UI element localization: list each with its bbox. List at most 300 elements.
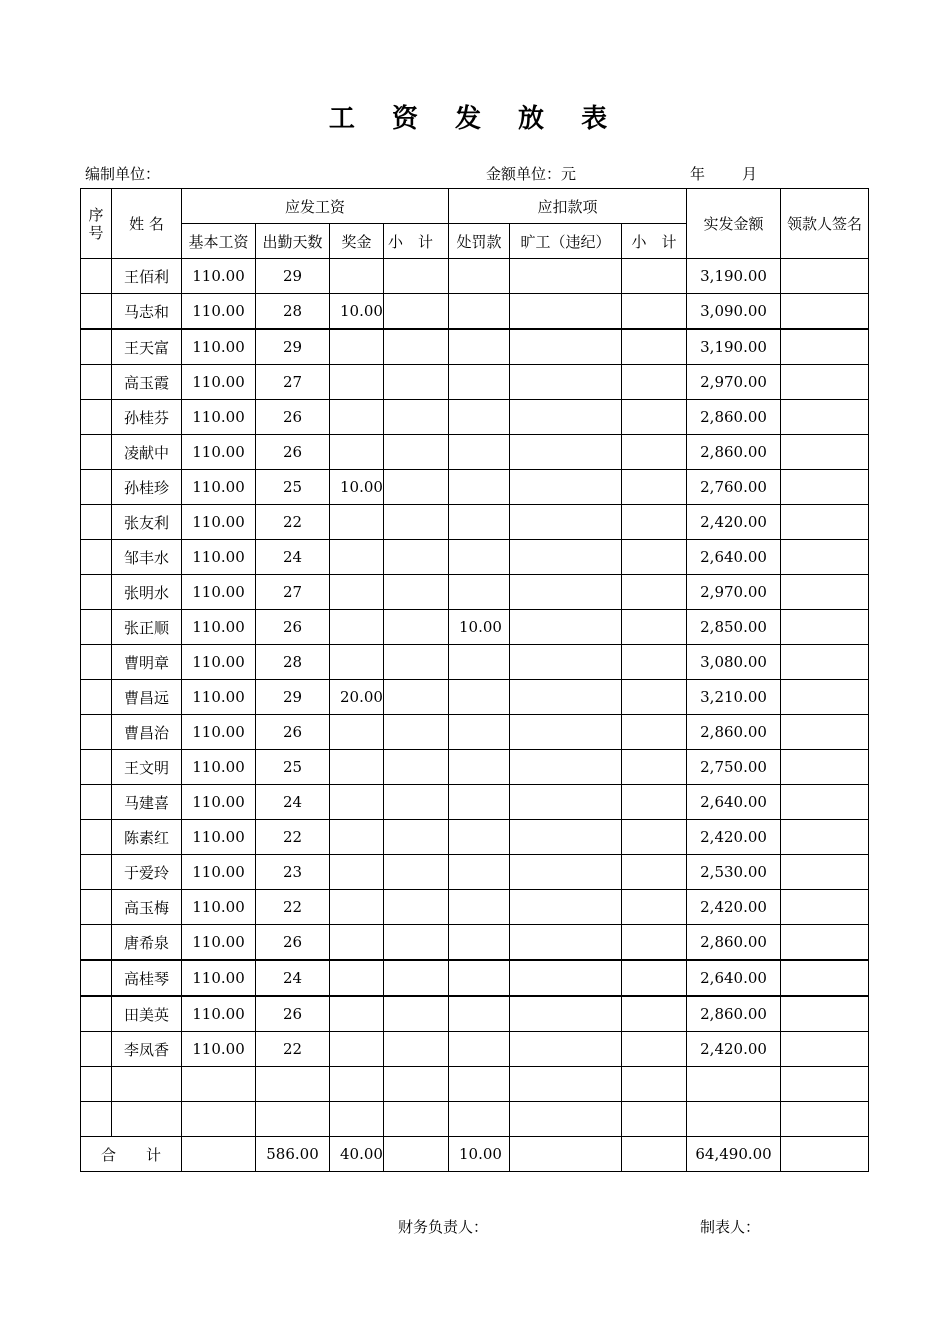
payable-subtotal-cell <box>384 294 449 330</box>
attendance-days-cell: 25 <box>256 750 330 785</box>
deduction-subtotal-cell <box>622 715 687 750</box>
penalty-cell <box>449 365 510 400</box>
penalty-cell <box>449 470 510 505</box>
bonus-cell <box>330 996 384 1032</box>
net-pay-cell: 2,530.00 <box>687 855 781 890</box>
payable-subtotal-cell <box>384 575 449 610</box>
net-pay-cell: 2,970.00 <box>687 575 781 610</box>
payable-subtotal-cell <box>384 890 449 925</box>
name-cell: 高桂琴 <box>112 960 182 996</box>
penalty-cell <box>449 925 510 961</box>
seq-cell <box>81 610 112 645</box>
signature-cell <box>781 785 869 820</box>
seq-cell <box>81 1032 112 1067</box>
totals-bonus-cell: 40.00 <box>330 1137 384 1172</box>
header-deductions: 应扣款项 <box>449 189 687 224</box>
payable-subtotal-cell <box>384 610 449 645</box>
net-pay-cell: 2,640.00 <box>687 540 781 575</box>
net-pay-cell: 2,420.00 <box>687 1032 781 1067</box>
table-row <box>81 329 869 365</box>
absence-cell <box>510 329 622 365</box>
absence-cell <box>510 540 622 575</box>
totals-absence-cell <box>510 1137 622 1172</box>
net-pay-cell: 2,640.00 <box>687 785 781 820</box>
header-bonus: 奖金 <box>330 224 384 259</box>
net-pay-cell: 3,080.00 <box>687 645 781 680</box>
penalty-cell <box>449 960 510 996</box>
net-pay-cell: 2,860.00 <box>687 400 781 435</box>
net-pay-cell: 2,850.00 <box>687 610 781 645</box>
totals-row <box>81 1137 869 1172</box>
base-salary-cell: 110.00 <box>182 365 256 400</box>
deduction-subtotal-cell <box>622 400 687 435</box>
amount-unit-label: 金额单位：元 <box>486 165 577 183</box>
signature-cell <box>781 259 869 294</box>
seq-cell <box>81 960 112 996</box>
penalty-cell <box>449 680 510 715</box>
name-cell: 王佰利 <box>112 259 182 294</box>
name-cell: 孙桂珍 <box>112 470 182 505</box>
base-salary-cell: 110.00 <box>182 890 256 925</box>
seq-cell <box>81 575 112 610</box>
table-row <box>81 645 869 680</box>
penalty-cell <box>449 645 510 680</box>
seq-cell <box>81 890 112 925</box>
signature-cell <box>781 435 869 470</box>
totals-days-cell: 586.00 <box>256 1137 330 1172</box>
bonus-cell <box>330 435 384 470</box>
absence-cell <box>510 820 622 855</box>
net-pay-cell: 2,420.00 <box>687 820 781 855</box>
table-row <box>81 365 869 400</box>
name-cell: 张友利 <box>112 505 182 540</box>
absence-cell <box>510 855 622 890</box>
totals-signature-cell <box>781 1137 869 1172</box>
attendance-days-cell: 28 <box>256 645 330 680</box>
signature-cell <box>781 960 869 996</box>
seq-cell <box>81 470 112 505</box>
table-row <box>81 575 869 610</box>
bonus-cell <box>330 960 384 996</box>
attendance-days-cell: 29 <box>256 259 330 294</box>
header-days: 出勤天数 <box>256 224 330 259</box>
attendance-days-cell: 23 <box>256 855 330 890</box>
attendance-days-cell: 22 <box>256 1032 330 1067</box>
penalty-cell <box>449 1032 510 1067</box>
seq-cell <box>81 855 112 890</box>
name-cell: 张明水 <box>112 575 182 610</box>
attendance-days-cell: 26 <box>256 610 330 645</box>
seq-cell <box>81 540 112 575</box>
base-salary-cell: 110.00 <box>182 820 256 855</box>
absence-cell <box>510 435 622 470</box>
payable-subtotal-cell <box>384 365 449 400</box>
deduction-subtotal-cell <box>622 925 687 961</box>
bonus-cell: 20.00 <box>330 680 384 715</box>
payable-subtotal-cell <box>384 785 449 820</box>
name-cell: 于爱玲 <box>112 855 182 890</box>
empty-cell <box>510 1102 622 1137</box>
penalty-cell <box>449 435 510 470</box>
deduction-subtotal-cell <box>622 960 687 996</box>
blank-row <box>81 1102 869 1137</box>
name-cell: 马志和 <box>112 294 182 330</box>
signature-cell <box>781 925 869 961</box>
payable-subtotal-cell <box>384 329 449 365</box>
table-row <box>81 680 869 715</box>
attendance-days-cell: 28 <box>256 294 330 330</box>
penalty-cell <box>449 400 510 435</box>
attendance-days-cell: 26 <box>256 996 330 1032</box>
base-salary-cell: 110.00 <box>182 540 256 575</box>
deduction-subtotal-cell <box>622 645 687 680</box>
table-row <box>81 400 869 435</box>
bonus-cell <box>330 785 384 820</box>
net-pay-cell: 2,860.00 <box>687 435 781 470</box>
empty-cell <box>182 1102 256 1137</box>
header-payable: 应发工资 <box>182 189 449 224</box>
base-salary-cell: 110.00 <box>182 610 256 645</box>
empty-cell <box>510 1067 622 1102</box>
bonus-cell <box>330 259 384 294</box>
table-row <box>81 785 869 820</box>
absence-cell <box>510 259 622 294</box>
name-cell: 张正顺 <box>112 610 182 645</box>
attendance-days-cell: 24 <box>256 785 330 820</box>
year-label: 年 <box>690 165 706 183</box>
deduction-subtotal-cell <box>622 610 687 645</box>
net-pay-cell: 3,190.00 <box>687 259 781 294</box>
empty-cell <box>182 1067 256 1102</box>
base-salary-cell: 110.00 <box>182 435 256 470</box>
absence-cell <box>510 505 622 540</box>
deduction-subtotal-cell <box>622 680 687 715</box>
seq-cell <box>81 294 112 330</box>
absence-cell <box>510 575 622 610</box>
table-row <box>81 259 869 294</box>
deduction-subtotal-cell <box>622 750 687 785</box>
name-cell: 高玉霞 <box>112 365 182 400</box>
signature-cell <box>781 645 869 680</box>
totals-deduction-subtotal-cell <box>622 1137 687 1172</box>
net-pay-cell: 2,970.00 <box>687 365 781 400</box>
bonus-cell <box>330 715 384 750</box>
deduction-subtotal-cell <box>622 470 687 505</box>
signature-cell <box>781 505 869 540</box>
signature-cell <box>781 1032 869 1067</box>
signature-cell <box>781 610 869 645</box>
base-salary-cell: 110.00 <box>182 715 256 750</box>
empty-cell <box>384 1102 449 1137</box>
signature-cell <box>781 890 869 925</box>
signature-cell <box>781 680 869 715</box>
payable-subtotal-cell <box>384 1032 449 1067</box>
net-pay-cell: 3,190.00 <box>687 329 781 365</box>
base-salary-cell: 110.00 <box>182 505 256 540</box>
header-penalty: 处罚款 <box>449 224 510 259</box>
payable-subtotal-cell <box>384 960 449 996</box>
totals-net-cell: 64,490.00 <box>687 1137 781 1172</box>
seq-cell <box>81 820 112 855</box>
absence-cell <box>510 750 622 785</box>
payable-subtotal-cell <box>384 855 449 890</box>
signature-cell <box>781 750 869 785</box>
table-row <box>81 960 869 996</box>
net-pay-cell: 3,210.00 <box>687 680 781 715</box>
finance-signature-label: 财务负责人： <box>398 1218 489 1236</box>
penalty-cell <box>449 785 510 820</box>
seq-cell <box>81 715 112 750</box>
table-row <box>81 294 869 330</box>
absence-cell <box>510 400 622 435</box>
base-salary-cell: 110.00 <box>182 575 256 610</box>
empty-cell <box>781 1102 869 1137</box>
deduction-subtotal-cell <box>622 996 687 1032</box>
name-cell: 曹明章 <box>112 645 182 680</box>
signature-cell <box>781 294 869 330</box>
empty-cell <box>256 1067 330 1102</box>
signature-cell <box>781 400 869 435</box>
attendance-days-cell: 26 <box>256 715 330 750</box>
payable-subtotal-cell <box>384 505 449 540</box>
bonus-cell <box>330 505 384 540</box>
empty-cell <box>112 1102 182 1137</box>
deduction-subtotal-cell <box>622 855 687 890</box>
base-salary-cell: 110.00 <box>182 925 256 961</box>
empty-cell <box>622 1102 687 1137</box>
deduction-subtotal-cell <box>622 329 687 365</box>
base-salary-cell: 110.00 <box>182 960 256 996</box>
preparer-signature-label: 制表人： <box>700 1218 761 1236</box>
signature-cell <box>781 365 869 400</box>
table-row <box>81 750 869 785</box>
name-cell: 王天富 <box>112 329 182 365</box>
table-row <box>81 925 869 961</box>
penalty-cell <box>449 715 510 750</box>
seq-cell <box>81 925 112 961</box>
empty-cell <box>81 1102 112 1137</box>
month-label: 月 <box>742 165 758 183</box>
base-salary-cell: 110.00 <box>182 294 256 330</box>
seq-cell <box>81 400 112 435</box>
base-salary-cell: 110.00 <box>182 996 256 1032</box>
penalty-cell: 10.00 <box>449 610 510 645</box>
deduction-subtotal-cell <box>622 820 687 855</box>
bonus-cell <box>330 610 384 645</box>
penalty-cell <box>449 820 510 855</box>
deduction-subtotal-cell <box>622 575 687 610</box>
signature-cell <box>781 540 869 575</box>
signature-cell <box>781 820 869 855</box>
empty-cell <box>112 1067 182 1102</box>
payable-subtotal-cell <box>384 400 449 435</box>
base-salary-cell: 110.00 <box>182 259 256 294</box>
totals-payable-subtotal-cell <box>384 1137 449 1172</box>
name-cell: 陈素红 <box>112 820 182 855</box>
bonus-cell <box>330 750 384 785</box>
signature-cell <box>781 715 869 750</box>
name-cell: 凌献中 <box>112 435 182 470</box>
penalty-cell <box>449 329 510 365</box>
name-cell: 李凤香 <box>112 1032 182 1067</box>
base-salary-cell: 110.00 <box>182 855 256 890</box>
name-cell: 曹昌治 <box>112 715 182 750</box>
empty-cell <box>449 1102 510 1137</box>
payable-subtotal-cell <box>384 435 449 470</box>
empty-cell <box>81 1067 112 1102</box>
empty-cell <box>330 1067 384 1102</box>
name-cell: 邹丰水 <box>112 540 182 575</box>
table-row <box>81 540 869 575</box>
net-pay-cell: 2,860.00 <box>687 996 781 1032</box>
table-row <box>81 855 869 890</box>
bonus-cell: 10.00 <box>330 294 384 330</box>
absence-cell <box>510 996 622 1032</box>
payable-subtotal-cell <box>384 470 449 505</box>
base-salary-cell: 110.00 <box>182 1032 256 1067</box>
table-row <box>81 715 869 750</box>
totals-penalty-cell: 10.00 <box>449 1137 510 1172</box>
base-salary-cell: 110.00 <box>182 645 256 680</box>
table-row <box>81 435 869 470</box>
payable-subtotal-cell <box>384 645 449 680</box>
attendance-days-cell: 25 <box>256 470 330 505</box>
empty-cell <box>687 1067 781 1102</box>
absence-cell <box>510 470 622 505</box>
base-salary-cell: 110.00 <box>182 329 256 365</box>
name-cell: 高玉梅 <box>112 890 182 925</box>
penalty-cell <box>449 855 510 890</box>
seq-cell <box>81 645 112 680</box>
bonus-cell <box>330 1032 384 1067</box>
compiler-unit-label: 编制单位： <box>85 165 161 183</box>
bonus-cell <box>330 400 384 435</box>
table-row <box>81 610 869 645</box>
table-row <box>81 820 869 855</box>
attendance-days-cell: 27 <box>256 365 330 400</box>
net-pay-cell: 2,420.00 <box>687 890 781 925</box>
net-pay-cell: 3,090.00 <box>687 294 781 330</box>
penalty-cell <box>449 750 510 785</box>
table-row <box>81 996 869 1032</box>
name-cell: 曹昌远 <box>112 680 182 715</box>
bonus-cell <box>330 365 384 400</box>
bonus-cell <box>330 890 384 925</box>
bonus-cell <box>330 540 384 575</box>
totals-base-cell <box>182 1137 256 1172</box>
header-seq: 序号 <box>81 189 112 259</box>
name-cell: 马建喜 <box>112 785 182 820</box>
signature-cell <box>781 855 869 890</box>
header-name: 姓 名 <box>112 189 182 259</box>
header-subtotal-deductions: 小 计 <box>622 224 687 259</box>
seq-cell <box>81 365 112 400</box>
absence-cell <box>510 294 622 330</box>
seq-cell <box>81 750 112 785</box>
attendance-days-cell: 29 <box>256 680 330 715</box>
payable-subtotal-cell <box>384 540 449 575</box>
payable-subtotal-cell <box>384 750 449 785</box>
attendance-days-cell: 26 <box>256 400 330 435</box>
net-pay-cell: 2,750.00 <box>687 750 781 785</box>
absence-cell <box>510 680 622 715</box>
signature-cell <box>781 470 869 505</box>
absence-cell <box>510 715 622 750</box>
seq-cell <box>81 435 112 470</box>
bonus-cell: 10.00 <box>330 470 384 505</box>
bonus-cell <box>330 645 384 680</box>
payable-subtotal-cell <box>384 820 449 855</box>
signature-cell <box>781 329 869 365</box>
table-row <box>81 470 869 505</box>
attendance-days-cell: 26 <box>256 925 330 961</box>
payable-subtotal-cell <box>384 925 449 961</box>
penalty-cell <box>449 505 510 540</box>
seq-cell <box>81 996 112 1032</box>
seq-cell <box>81 505 112 540</box>
absence-cell <box>510 785 622 820</box>
name-cell: 孙桂芬 <box>112 400 182 435</box>
totals-label: 合 计 <box>81 1137 182 1172</box>
attendance-days-cell: 26 <box>256 435 330 470</box>
table-row <box>81 890 869 925</box>
attendance-days-cell: 22 <box>256 890 330 925</box>
base-salary-cell: 110.00 <box>182 750 256 785</box>
attendance-days-cell: 29 <box>256 329 330 365</box>
empty-cell <box>781 1067 869 1102</box>
payroll-table <box>80 188 869 1172</box>
penalty-cell <box>449 890 510 925</box>
payable-subtotal-cell <box>384 259 449 294</box>
header-signature: 领款人签名 <box>781 189 869 259</box>
deduction-subtotal-cell <box>622 259 687 294</box>
deduction-subtotal-cell <box>622 540 687 575</box>
seq-cell <box>81 329 112 365</box>
header-subtotal-payable: 小 计 <box>384 224 449 259</box>
deduction-subtotal-cell <box>622 890 687 925</box>
seq-cell <box>81 680 112 715</box>
name-cell: 王文明 <box>112 750 182 785</box>
seq-cell <box>81 259 112 294</box>
net-pay-cell: 2,860.00 <box>687 715 781 750</box>
net-pay-cell: 2,760.00 <box>687 470 781 505</box>
empty-cell <box>622 1067 687 1102</box>
deduction-subtotal-cell <box>622 294 687 330</box>
header-net: 实发金额 <box>687 189 781 259</box>
signature-cell <box>781 575 869 610</box>
penalty-cell <box>449 294 510 330</box>
attendance-days-cell: 24 <box>256 960 330 996</box>
table-row <box>81 1032 869 1067</box>
deduction-subtotal-cell <box>622 785 687 820</box>
empty-cell <box>449 1067 510 1102</box>
penalty-cell <box>449 259 510 294</box>
payable-subtotal-cell <box>384 996 449 1032</box>
payable-subtotal-cell <box>384 715 449 750</box>
blank-row <box>81 1067 869 1102</box>
attendance-days-cell: 27 <box>256 575 330 610</box>
attendance-days-cell: 22 <box>256 505 330 540</box>
net-pay-cell: 2,640.00 <box>687 960 781 996</box>
attendance-days-cell: 24 <box>256 540 330 575</box>
header-absence: 旷工（违纪） <box>510 224 622 259</box>
absence-cell <box>510 890 622 925</box>
deduction-subtotal-cell <box>622 505 687 540</box>
bonus-cell <box>330 575 384 610</box>
signature-cell <box>781 996 869 1032</box>
absence-cell <box>510 960 622 996</box>
base-salary-cell: 110.00 <box>182 785 256 820</box>
